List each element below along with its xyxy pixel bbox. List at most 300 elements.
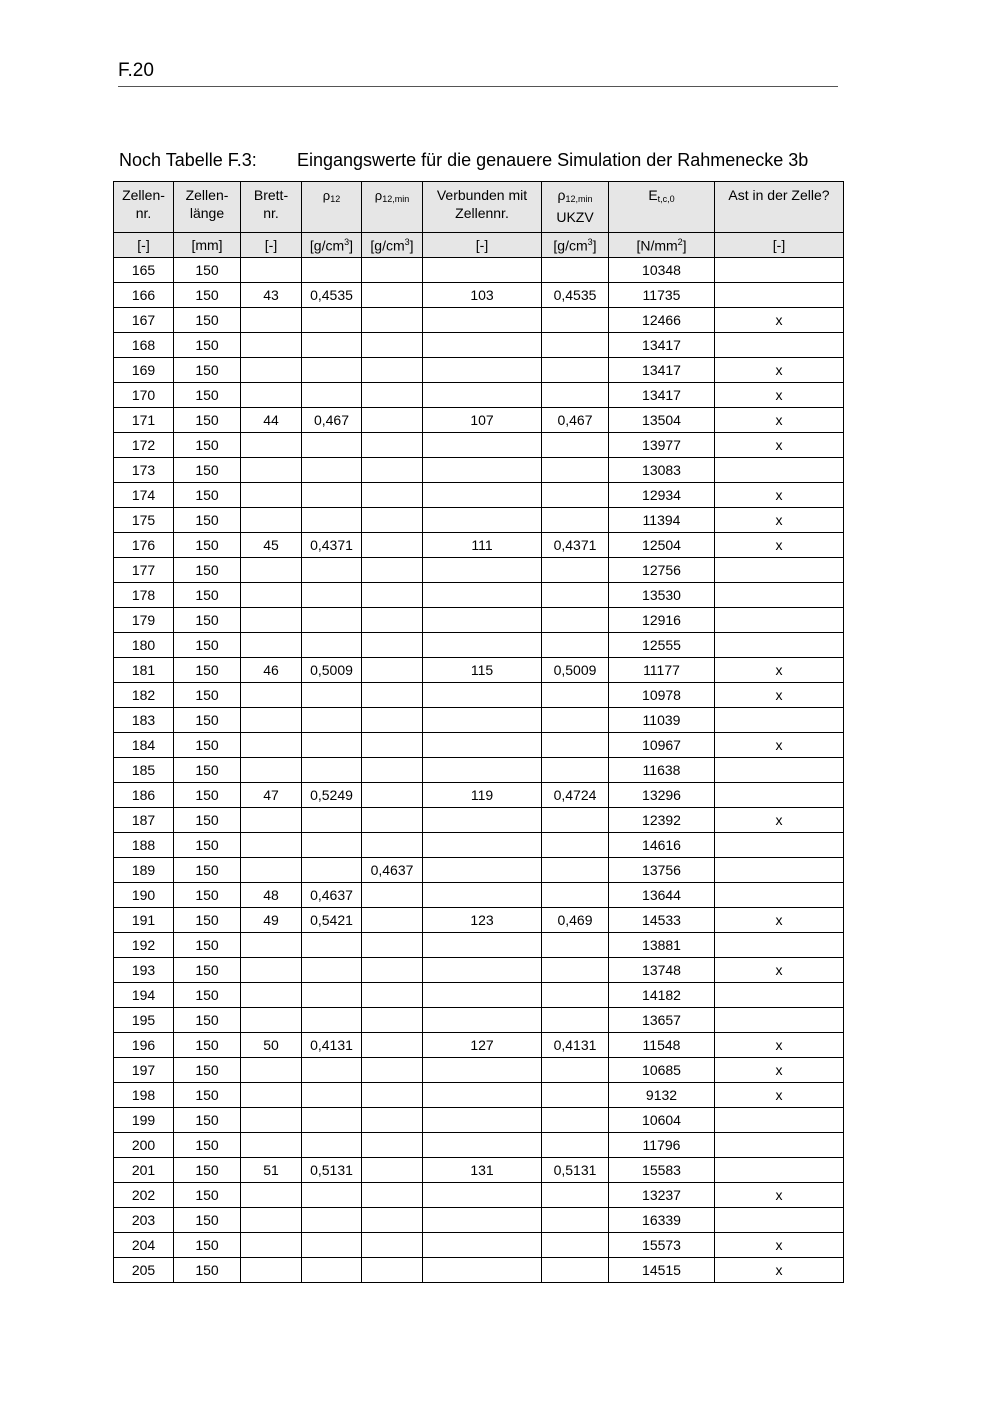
table-cell: 174 [114, 483, 174, 508]
table-cell [241, 1208, 302, 1233]
table-cell: 13417 [609, 333, 715, 358]
unit-cell: [-] [241, 233, 302, 258]
table-cell: 11796 [609, 1133, 715, 1158]
table-cell: 0,4535 [542, 283, 609, 308]
table-cell [423, 983, 542, 1008]
table-cell [423, 808, 542, 833]
table-row [114, 433, 844, 458]
table-cell: 178 [114, 583, 174, 608]
table-cell [241, 1008, 302, 1033]
table-cell: 150 [174, 558, 241, 583]
table-cell: 150 [174, 608, 241, 633]
table-cell [302, 433, 362, 458]
table-cell: 0,4371 [302, 533, 362, 558]
table-cell: 16339 [609, 1208, 715, 1233]
table-cell [542, 833, 609, 858]
table-cell: 50 [241, 1033, 302, 1058]
table-cell [241, 958, 302, 983]
table-cell: 186 [114, 783, 174, 808]
table-cell: 179 [114, 608, 174, 633]
table-cell [302, 1108, 362, 1133]
table-cell [302, 1208, 362, 1233]
table-cell [362, 1108, 423, 1133]
table-row [114, 408, 844, 433]
table-cell: x [715, 1033, 844, 1058]
table-cell [715, 583, 844, 608]
table-cell [302, 1258, 362, 1283]
table-cell [715, 283, 844, 308]
table-cell [302, 1058, 362, 1083]
table-cell [715, 258, 844, 283]
table-cell [241, 308, 302, 333]
table-cell: x [715, 658, 844, 683]
table-cell [715, 883, 844, 908]
table-cell: 150 [174, 1058, 241, 1083]
table-cell [241, 608, 302, 633]
table-row [114, 933, 844, 958]
table-cell: 13977 [609, 433, 715, 458]
table-cell [715, 458, 844, 483]
table-cell: 12756 [609, 558, 715, 583]
table-cell: 107 [423, 408, 542, 433]
table-cell: 150 [174, 1258, 241, 1283]
table-cell: 168 [114, 333, 174, 358]
table-cell: 183 [114, 708, 174, 733]
table-cell [302, 833, 362, 858]
table-cell [362, 1258, 423, 1283]
table-cell: 14533 [609, 908, 715, 933]
table-cell: 181 [114, 658, 174, 683]
table-cell [241, 1258, 302, 1283]
table-cell [302, 258, 362, 283]
table-cell: 150 [174, 858, 241, 883]
table-cell [302, 683, 362, 708]
table-cell: 13881 [609, 933, 715, 958]
table-cell [423, 508, 542, 533]
table-cell [362, 833, 423, 858]
units-row [114, 233, 844, 258]
table-cell: 150 [174, 458, 241, 483]
table-cell: 0,4637 [302, 883, 362, 908]
table-cell [423, 633, 542, 658]
table-cell [362, 683, 423, 708]
table-cell [362, 983, 423, 1008]
table-cell: 185 [114, 758, 174, 783]
table-cell: 200 [114, 1133, 174, 1158]
table-cell: 150 [174, 383, 241, 408]
table-cell [423, 433, 542, 458]
table-cell: 187 [114, 808, 174, 833]
table-caption [119, 150, 808, 171]
table-cell: 150 [174, 808, 241, 833]
header-rho12min: ρ12,min [362, 182, 423, 233]
table-cell [423, 308, 542, 333]
table-row [114, 758, 844, 783]
table-cell: 193 [114, 958, 174, 983]
table-row [114, 883, 844, 908]
table-cell: 166 [114, 283, 174, 308]
table-cell [241, 858, 302, 883]
table-cell [241, 1083, 302, 1108]
table-cell: 0,5131 [542, 1158, 609, 1183]
header-ast: Ast in der Zelle? [715, 182, 844, 233]
table-cell: 150 [174, 633, 241, 658]
table-cell: 11638 [609, 758, 715, 783]
table-cell: x [715, 533, 844, 558]
table-cell: 10348 [609, 258, 715, 283]
table-cell [542, 558, 609, 583]
table-cell: 150 [174, 933, 241, 958]
table-cell [302, 383, 362, 408]
table-cell: 13504 [609, 408, 715, 433]
table-cell: 177 [114, 558, 174, 583]
table-cell [362, 1233, 423, 1258]
table-cell [715, 1158, 844, 1183]
table-cell [362, 483, 423, 508]
table-cell [362, 1058, 423, 1083]
table-cell: 13748 [609, 958, 715, 983]
table-cell [362, 908, 423, 933]
table-cell: 10978 [609, 683, 715, 708]
table-cell [542, 858, 609, 883]
table-row [114, 1158, 844, 1183]
table-cell: 123 [423, 908, 542, 933]
table-cell [542, 708, 609, 733]
header-zellenlaenge: Zellen- länge [174, 182, 241, 233]
table-cell: x [715, 408, 844, 433]
table-cell: 150 [174, 508, 241, 533]
table-cell [715, 608, 844, 633]
table-cell [423, 858, 542, 883]
table-cell: x [715, 508, 844, 533]
table-row [114, 258, 844, 283]
table-cell: 13756 [609, 858, 715, 883]
table-cell: 205 [114, 1258, 174, 1283]
table-cell: 201 [114, 1158, 174, 1183]
table-cell: 150 [174, 1133, 241, 1158]
table-cell [715, 1208, 844, 1233]
table-row [114, 458, 844, 483]
table-cell: x [715, 1258, 844, 1283]
table-row [114, 733, 844, 758]
table-cell [423, 708, 542, 733]
table-cell: 0,4535 [302, 283, 362, 308]
table-cell [302, 708, 362, 733]
table-cell: x [715, 383, 844, 408]
table-cell [362, 1083, 423, 1108]
table-cell: 202 [114, 1183, 174, 1208]
header-row [114, 182, 844, 233]
table-cell: 150 [174, 883, 241, 908]
table-cell: 175 [114, 508, 174, 533]
table-cell: 182 [114, 683, 174, 708]
table-cell: 119 [423, 783, 542, 808]
table-row [114, 608, 844, 633]
table-cell: 115 [423, 658, 542, 683]
table-cell: 171 [114, 408, 174, 433]
table-cell [302, 633, 362, 658]
table-cell [423, 583, 542, 608]
table-cell: 13657 [609, 1008, 715, 1033]
table-cell: 150 [174, 283, 241, 308]
table-cell [423, 933, 542, 958]
table-cell [542, 958, 609, 983]
table-cell: 9132 [609, 1083, 715, 1108]
table-cell: 13417 [609, 383, 715, 408]
table-cell: 45 [241, 533, 302, 558]
caption-label: Noch Tabelle F.3: [119, 150, 257, 170]
table-cell [542, 433, 609, 458]
table-cell [362, 308, 423, 333]
table-cell [241, 1108, 302, 1133]
table-cell [362, 1133, 423, 1158]
unit-cell: $[g/cm^3]$ [362, 233, 423, 258]
table-cell [715, 783, 844, 808]
table-cell: 197 [114, 1058, 174, 1083]
table-row [114, 808, 844, 833]
table-cell: 13237 [609, 1183, 715, 1208]
table-cell: 14182 [609, 983, 715, 1008]
table-row [114, 833, 844, 858]
table-cell: 150 [174, 908, 241, 933]
table-row [114, 508, 844, 533]
table-cell [362, 1008, 423, 1033]
table-cell [423, 483, 542, 508]
unit-cell: [-] [114, 233, 174, 258]
table-cell [423, 1058, 542, 1083]
table-row [114, 658, 844, 683]
table-cell: 0,4371 [542, 533, 609, 558]
table-cell: 150 [174, 1158, 241, 1183]
table-cell [542, 358, 609, 383]
table-cell [302, 1183, 362, 1208]
table-cell [241, 1183, 302, 1208]
table-cell: 150 [174, 1083, 241, 1108]
table-cell: 0,5249 [302, 783, 362, 808]
table-cell: 14515 [609, 1258, 715, 1283]
table-cell: x [715, 433, 844, 458]
table-cell [362, 608, 423, 633]
table-cell [241, 808, 302, 833]
table-cell [362, 1183, 423, 1208]
table-cell: 150 [174, 1108, 241, 1133]
table-cell: 150 [174, 258, 241, 283]
table-cell [542, 1258, 609, 1283]
table-cell [362, 958, 423, 983]
header-rho12min-ukzv: ρ12,min UKZV [542, 182, 609, 233]
table-cell [423, 333, 542, 358]
header-brettnr: Brett- nr. [241, 182, 302, 233]
table-cell [302, 858, 362, 883]
table-cell [241, 483, 302, 508]
table-row [114, 583, 844, 608]
table-cell: 51 [241, 1158, 302, 1183]
table-cell: 13296 [609, 783, 715, 808]
table-cell: 14616 [609, 833, 715, 858]
table-row [114, 1108, 844, 1133]
table-row [114, 283, 844, 308]
table-cell [302, 358, 362, 383]
table-cell [302, 558, 362, 583]
table-cell [362, 358, 423, 383]
table-cell [241, 508, 302, 533]
table-cell: 12466 [609, 308, 715, 333]
table-cell: 11039 [609, 708, 715, 733]
table-cell [362, 733, 423, 758]
table-cell [423, 1258, 542, 1283]
table-cell [542, 1233, 609, 1258]
table-cell: 150 [174, 1183, 241, 1208]
table-cell [302, 1083, 362, 1108]
table-cell [302, 308, 362, 333]
table-cell: 150 [174, 358, 241, 383]
table-cell [362, 933, 423, 958]
table-cell: 13644 [609, 883, 715, 908]
table-cell: 49 [241, 908, 302, 933]
table-row [114, 533, 844, 558]
table-cell [715, 333, 844, 358]
table-cell: 11735 [609, 283, 715, 308]
table-cell: 150 [174, 408, 241, 433]
table-cell: 199 [114, 1108, 174, 1133]
table-cell [542, 883, 609, 908]
table-cell [362, 1033, 423, 1058]
table-cell [302, 1233, 362, 1258]
table-cell [423, 758, 542, 783]
table-cell: 103 [423, 283, 542, 308]
table-cell: 0,5009 [302, 658, 362, 683]
table-row [114, 1008, 844, 1033]
table-cell [542, 608, 609, 633]
table-cell: 0,4724 [542, 783, 609, 808]
table-cell [542, 758, 609, 783]
table-cell [241, 983, 302, 1008]
table-cell: 170 [114, 383, 174, 408]
table-cell: 150 [174, 758, 241, 783]
table-cell [241, 583, 302, 608]
table-cell [241, 383, 302, 408]
table-cell [542, 508, 609, 533]
table-cell [542, 383, 609, 408]
table-cell [302, 733, 362, 758]
table-cell [423, 1133, 542, 1158]
table-cell [302, 583, 362, 608]
table-cell [362, 383, 423, 408]
header-verbunden: Verbunden mit Zellennr. [423, 182, 542, 233]
table-cell: 0,4131 [302, 1033, 362, 1058]
unit-cell: $[N/mm^2]$ [609, 233, 715, 258]
table-cell: 13417 [609, 358, 715, 383]
table-cell [715, 1108, 844, 1133]
table-body [114, 258, 844, 1283]
table-cell: 176 [114, 533, 174, 558]
table-cell: x [715, 1058, 844, 1083]
table-cell [423, 458, 542, 483]
table-cell: 150 [174, 1208, 241, 1233]
table-cell: 189 [114, 858, 174, 883]
table-cell [715, 983, 844, 1008]
table-cell: 150 [174, 733, 241, 758]
table-cell [302, 508, 362, 533]
header-rho12: ρ12 [302, 182, 362, 233]
table-cell [423, 1108, 542, 1133]
table-cell: x [715, 808, 844, 833]
table-cell [362, 808, 423, 833]
table-cell: 184 [114, 733, 174, 758]
table-cell [241, 833, 302, 858]
table-cell: 198 [114, 1083, 174, 1108]
table-cell: 196 [114, 1033, 174, 1058]
table-cell [542, 683, 609, 708]
table-cell: 204 [114, 1233, 174, 1258]
table-cell [715, 1133, 844, 1158]
table-cell: 165 [114, 258, 174, 283]
table-cell: 167 [114, 308, 174, 333]
table-cell: 44 [241, 408, 302, 433]
table-row [114, 708, 844, 733]
table-row [114, 1083, 844, 1108]
table-cell [241, 683, 302, 708]
table-cell [362, 658, 423, 683]
table-cell [241, 933, 302, 958]
table-cell: 203 [114, 1208, 174, 1233]
table-cell [302, 983, 362, 1008]
table-cell [362, 433, 423, 458]
table-cell: x [715, 1183, 844, 1208]
table-cell: x [715, 1233, 844, 1258]
table-cell: 180 [114, 633, 174, 658]
table-cell [241, 358, 302, 383]
table-cell [423, 558, 542, 583]
table-cell: 169 [114, 358, 174, 383]
table-cell [542, 458, 609, 483]
table-cell: 15583 [609, 1158, 715, 1183]
table-row [114, 908, 844, 933]
table-cell [302, 958, 362, 983]
table-cell: 150 [174, 308, 241, 333]
table-cell [715, 833, 844, 858]
table-row [114, 383, 844, 408]
table-cell: 0,4131 [542, 1033, 609, 1058]
table-cell [423, 608, 542, 633]
table-cell: x [715, 1083, 844, 1108]
table-cell [542, 808, 609, 833]
table-cell: 127 [423, 1033, 542, 1058]
table-cell [715, 708, 844, 733]
table-cell [542, 333, 609, 358]
table-cell [241, 633, 302, 658]
table-cell [241, 758, 302, 783]
table-cell [362, 508, 423, 533]
table-row [114, 1233, 844, 1258]
table-cell: 195 [114, 1008, 174, 1033]
table-cell [362, 333, 423, 358]
header-e-tc0: Et,c,0 [609, 182, 715, 233]
table-cell [362, 558, 423, 583]
table-cell [362, 1208, 423, 1233]
table-cell [302, 483, 362, 508]
table-cell: 43 [241, 283, 302, 308]
table-cell: 47 [241, 783, 302, 808]
table-row [114, 308, 844, 333]
table-cell [423, 1233, 542, 1258]
table-cell: 150 [174, 833, 241, 858]
page-number: F.20 [118, 60, 154, 81]
table-cell: x [715, 908, 844, 933]
table-cell [362, 283, 423, 308]
table-row [114, 1258, 844, 1283]
table-cell [423, 358, 542, 383]
